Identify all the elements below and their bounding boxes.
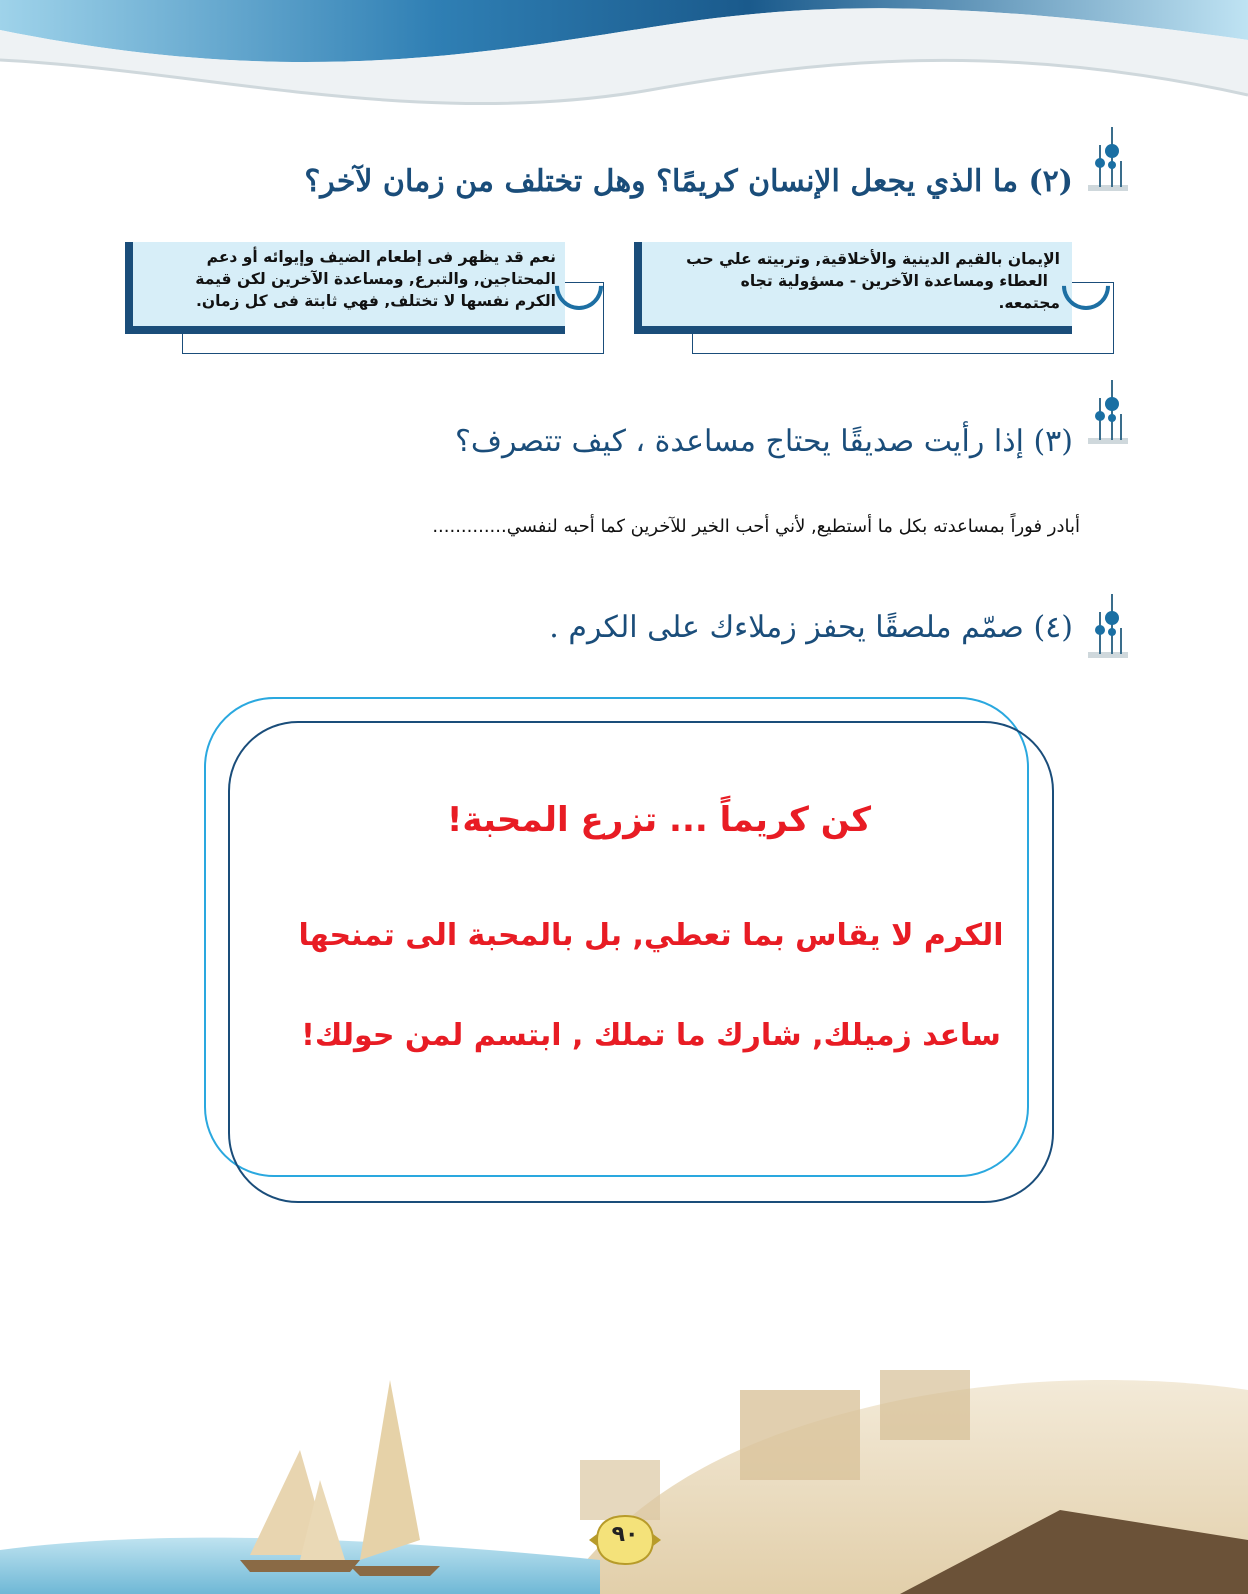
answer-left-line-3: الكرم نفسها لا تختلف, فهي ثابتة فى كل زمان. <box>195 292 556 310</box>
answer-card-right-text <box>660 248 1060 314</box>
header-wave-decoration <box>0 0 1248 110</box>
kuwait-towers-icon <box>1088 125 1128 195</box>
poster-frame-inner <box>228 721 1054 1203</box>
question-2-title: (٢) ما الذي يجعل الإنسان كريمًا؟ وهل تختلف من زمان لآخر؟ <box>304 164 1073 199</box>
answer-left-line-1: نعم قد يظهر فى إطعام الضيف وإيوائه أو دعم <box>206 248 556 266</box>
poster-headline: كن كريماً ... تزرع المحبة! <box>446 800 872 840</box>
question-4-title: (٤) صمّم ملصقًا يحفز زملاءك على الكرم . <box>549 610 1073 645</box>
page-number: ٩٠ <box>611 1522 639 1547</box>
answer-right-line-3: مجتمعه. <box>998 294 1060 312</box>
answer-right-line-1: الإيمان بالقيم الدينية والأخلاقية, وتربيته علي حب <box>686 250 1060 268</box>
poster-line-1: الكرم لا يقاس بما تعطي, بل بالمحبة الى تمنحها <box>298 918 1004 953</box>
answer-card-left-text <box>136 246 556 312</box>
poster-line-2: ساعد زميلك, شارك ما تملك , ابتسم لمن حولك! <box>301 1018 1001 1053</box>
question-3-title: (٣) إذا رأيت صديقًا يحتاج مساعدة ، كيف تتصرف؟ <box>454 424 1073 459</box>
answer-right-line-2: العطاء ومساعدة الآخرين - مسؤولية تجاه <box>740 272 1048 290</box>
kuwait-towers-icon <box>1088 592 1128 662</box>
kuwait-towers-icon <box>1088 378 1128 448</box>
question-3-answer: أبادر فوراً بمساعدته بكل ما أستطيع, لأني أحب الخير للآخرين كما أحبه لنفسي............. <box>432 516 1080 537</box>
answer-left-line-2: المحتاجين, والتبرع, ومساعدة الآخرين لكن قيمة <box>195 270 556 288</box>
